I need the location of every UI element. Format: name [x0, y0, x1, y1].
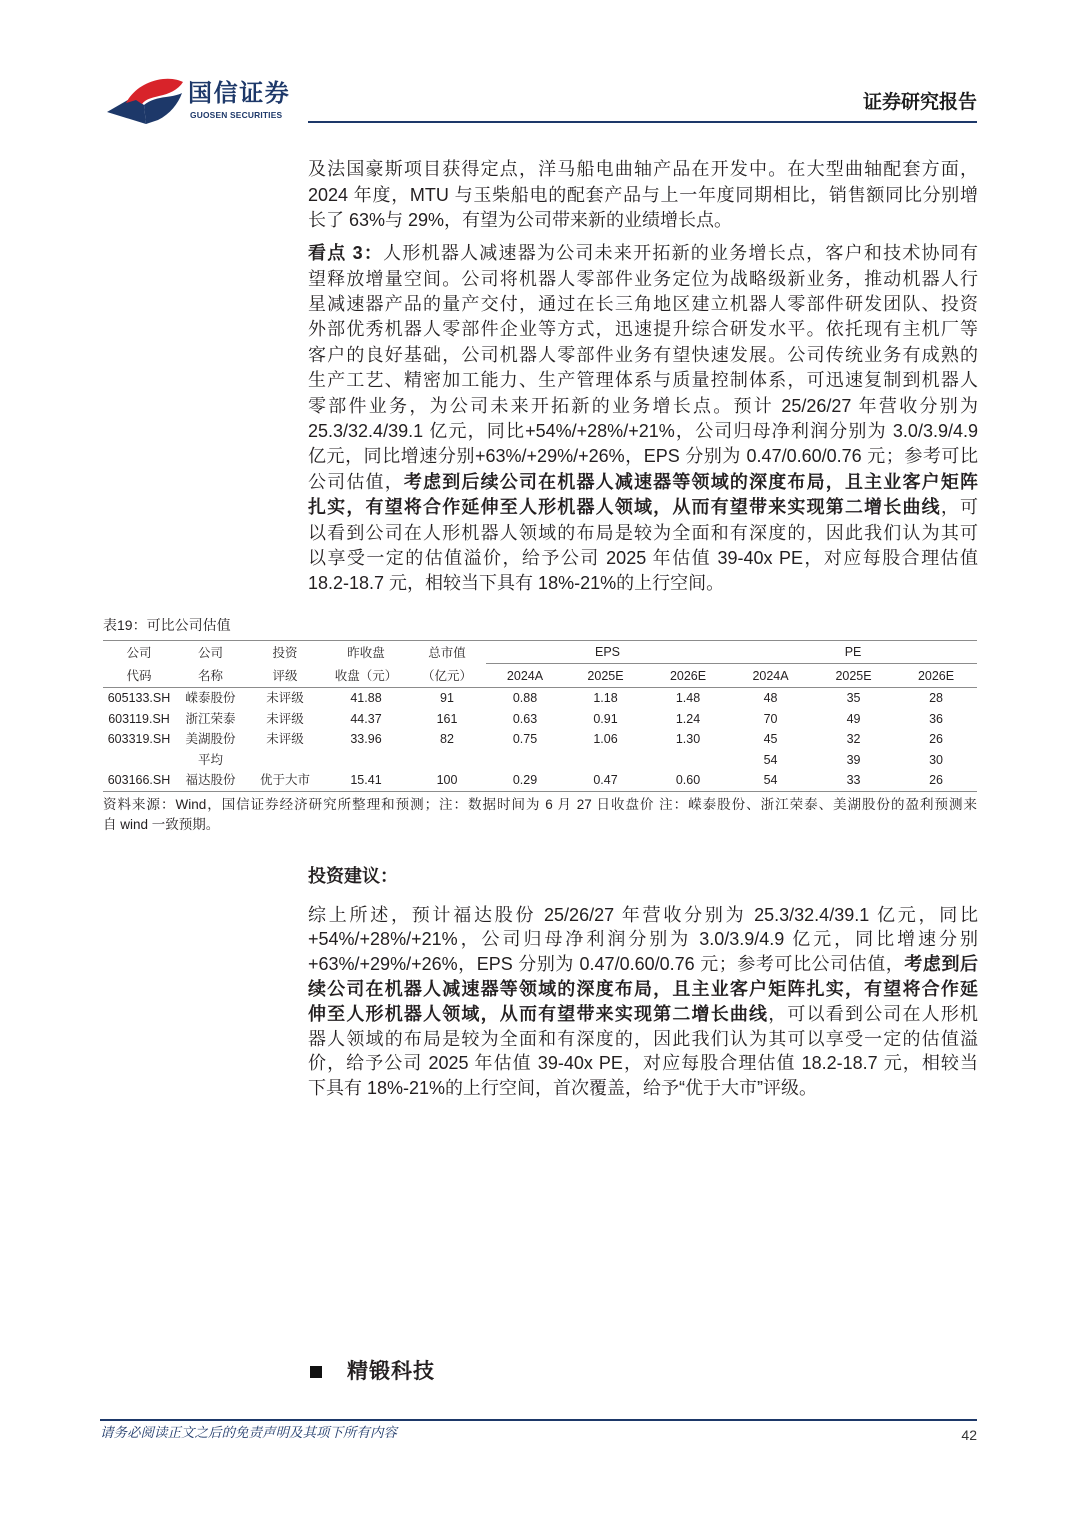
pe-2026e-cell: 26: [895, 770, 977, 791]
col-subheader-pe-2025e: 2025E: [812, 664, 895, 688]
emphasis-text: 考虑到后: [904, 954, 978, 975]
text-line: [308, 546, 978, 571]
text-line: [308, 157, 978, 182]
market-cap-cell: 161: [436, 711, 458, 726]
stock-code-cell: 605133.SH: [107, 691, 171, 705]
page-number: 42: [961, 1427, 977, 1443]
close-price-cell: 44.37: [350, 711, 382, 726]
market-cap-cell: [408, 750, 486, 771]
text-line: [308, 292, 978, 317]
table-row: [103, 729, 977, 750]
next-section-heading: [308, 1358, 435, 1386]
body-text: 长了 63%与 29%，有望为公司带来新的业绩增长点。: [308, 210, 733, 231]
text-line: [308, 444, 978, 469]
text-line: [308, 1076, 978, 1101]
rating-cell: 未评级: [266, 691, 304, 705]
body-text: 2024 年度，MTU 与玉柴船电的配套产品与上一年度同期相比，销售额同比分别增: [308, 184, 978, 205]
body-text: 生产工艺、精密加工能力、生产管理体系与质量控制体系，可迅速复制到机器人: [308, 370, 978, 391]
eps-2025e-cell: 0.91: [593, 711, 618, 726]
text-line: [308, 571, 978, 596]
next-section-title: 精锻科技: [347, 1360, 435, 1383]
guosen-logo-mark: [106, 76, 184, 126]
pe-2024a-cell: 54: [729, 770, 812, 791]
col-subheader-market-cap: （亿元）: [408, 664, 486, 688]
stock-code-cell: 603119.SH: [108, 711, 170, 726]
body-text: 综上所述，预计福达股份 25/26/27 年营收分别为 25.3/32.4/39.1 亿元，同比: [308, 904, 978, 925]
eps-2026e-cell: 1.24: [675, 711, 701, 726]
rating-cell: 未评级: [266, 711, 304, 726]
intro-paragraph: [308, 157, 978, 233]
eps-2024a-cell: 0.29: [486, 770, 564, 791]
body-text: ，可以看到公司在人形机: [768, 1003, 978, 1024]
body-text: ，可: [940, 497, 979, 518]
eps-2024a-cell: 0.75: [512, 732, 538, 746]
eps-group-header: EPS: [486, 641, 729, 664]
text-line: [308, 977, 978, 1002]
close-price-cell: 33.96: [350, 732, 382, 746]
body-text: 18.2-18.7 元，相较当下具有 18%-21%的上行空间。: [308, 573, 725, 594]
highlight-3-paragraph: [308, 241, 978, 596]
col-subheader-pe-2026e: 2026E: [895, 664, 977, 688]
logo-name-cn: 国信证券: [188, 80, 291, 107]
market-cap-cell: 82: [440, 732, 454, 746]
close-price-cell: [324, 750, 408, 771]
eps-2025e-cell: [564, 750, 647, 771]
body-text: 以看到公司在人形机器人领域的布局是较为全面和有深度的，因此我们认为其可: [308, 522, 978, 543]
pe-group-header: PE: [729, 641, 977, 664]
text-line: [308, 470, 978, 495]
pe-2026e-cell: 30: [929, 752, 943, 767]
body-text: 望释放增量空间。公司将机器人零部件业务定位为战略级新业务，推动机器人行: [308, 268, 978, 289]
eps-2024a-cell: 0.63: [512, 711, 538, 726]
table-row: [103, 750, 977, 771]
body-text: 价，给予公司 2025 年估值 39-40x PE，对应每股合理估值 18.2-18.7 元，相较当: [308, 1053, 978, 1074]
company-name-cell: 浙江荣泰: [185, 711, 236, 726]
company-name-cell: 福达股份: [175, 770, 246, 791]
pe-2026e-cell: 36: [929, 711, 943, 726]
eps-2026e-cell: 1.48: [675, 691, 701, 705]
eps-2026e-cell: [647, 750, 729, 771]
eps-2026e-cell: 0.60: [647, 770, 729, 791]
col-subheader-close-price: 收盘（元）: [324, 664, 408, 688]
text-line: [308, 952, 978, 977]
body-text: 25.3/32.4/39.1 亿元，同比+54%/+28%/+21%，公司归母净利润分别为 3.0/3.9/4.9: [308, 421, 978, 442]
pe-2024a-cell: 45: [763, 732, 778, 746]
text-line: [308, 183, 978, 208]
table-row: [103, 709, 977, 730]
pe-2024a-cell: 70: [763, 711, 778, 726]
text-line: [308, 521, 978, 546]
pe-2025e-cell: 33: [812, 770, 895, 791]
col-header-company-name: 公司: [175, 641, 246, 664]
text-line: [308, 208, 978, 233]
logo-name-en: GUOSEN SECURITIES: [190, 110, 283, 120]
body-text: 零部件业务，为公司未来开拓新的业务增长点。预计 25/26/27 年营收分别为: [308, 395, 978, 416]
text-line: [308, 419, 978, 444]
footer-disclaimer: 请务必阅读正文之后的免责声明及其项下所有内容: [100, 1425, 397, 1440]
eps-2026e-cell: 1.30: [675, 732, 701, 746]
text-line: [308, 241, 978, 266]
col-subheader-stock-code: 代码: [103, 664, 175, 688]
company-name-cell: 嵘泰股份: [185, 691, 236, 705]
stock-code-cell: 603319.SH: [107, 732, 171, 746]
body-text: +63%/+29%/+26%，EPS 分别为 0.47/0.60/0.76 元；参考可比公司估值，: [308, 954, 905, 975]
body-text: 星减速器产品的量产交付，通过在长三角地区建立机器人零部件研发团队、投资: [308, 294, 978, 315]
body-text: 公司估值，: [308, 471, 404, 492]
table-body: [103, 688, 977, 792]
eps-2024a-cell: 0.88: [512, 691, 538, 705]
table-title: 表19：可比公司估值: [103, 617, 231, 633]
body-text: 亿元，同比增速分别+63%/+29%/+26%，EPS 分别为 0.47/0.60/0.76 元；参考可比: [308, 446, 978, 467]
rating-cell: 优于大市: [246, 770, 324, 791]
report-type-label: 证券研究报告: [862, 92, 977, 113]
rating-cell: 未评级: [266, 732, 304, 746]
col-subheader-rating: 评级: [246, 664, 324, 688]
body-text: 及法国豪斯项目获得定点，洋马船电曲轴产品在开发中。在大型曲轴配套方面，: [308, 159, 978, 180]
body-text: 客户的良好基础，公司机器人零部件业务有望快速发展。公司传统业务有成熟的: [308, 344, 978, 365]
pe-2025e-cell: 35: [846, 691, 861, 705]
market-cap-cell: 100: [408, 770, 486, 791]
emphasis-text: 考虑到后续公司在机器人减速器等领域的深度布局，且主业客户矩阵: [403, 471, 979, 492]
stock-code-cell: [103, 750, 175, 771]
col-subheader-eps-2025e: 2025E: [564, 664, 647, 688]
body-text: 器人领域的布局是较为全面和有深度的，因此我们认为其可以享受一定的估值溢: [308, 1028, 978, 1049]
emphasis-text: 续公司在机器人减速器等领域的深度布局，且主业客户矩阵扎实，有望将合作延: [308, 978, 978, 999]
emphasis-text: 看点 3：: [308, 243, 384, 264]
body-text: +54%/+28%/+21%，公司归母净利润分别为 3.0/3.9/4.9 亿元，同比增速分别: [308, 929, 978, 950]
body-text: 外部优秀机器人零部件企业等方式，迅速提升综合研发水平。依托现有主机厂等: [308, 319, 978, 340]
pe-2025e-cell: 32: [846, 732, 861, 746]
emphasis-text: 伸至人形机器人领域，从而有望带来实现第二增长曲线: [308, 1003, 769, 1024]
table-row: [103, 688, 977, 709]
company-name-cell: 美湖股份: [185, 732, 236, 746]
market-cap-cell: 91: [440, 691, 454, 705]
text-line: [308, 1027, 978, 1052]
rating-cell: [246, 750, 324, 771]
close-price-cell: 41.88: [350, 691, 382, 705]
pe-2024a-cell: 48: [763, 691, 778, 705]
body-text: 以享受一定的估值溢价，给予公司 2025 年估值 39-40x PE，对应每股合理估值: [308, 547, 978, 568]
col-header-market-cap: 总市值: [408, 641, 486, 664]
col-subheader-eps-2026e: 2026E: [647, 664, 729, 688]
company-name-cell: 平均: [197, 752, 223, 767]
text-line: [308, 1051, 978, 1076]
col-subheader-eps-2024a: 2024A: [486, 664, 564, 688]
table-row: [103, 770, 977, 791]
eps-2025e-cell: 1.18: [593, 691, 618, 705]
text-line: 资料来源：Wind，国信证券经济研究所整理和预测；注：数据时间为 6 月 27 日收盘价 注：嵘泰股份、浙江荣泰、美湖股份的盈利预测来: [103, 797, 977, 812]
col-header-close-price: 昨收盘: [324, 641, 408, 664]
stock-code-cell: 603166.SH: [103, 770, 175, 791]
investment-advice-paragraph: [308, 903, 978, 1101]
text-line: [308, 343, 978, 368]
body-text: 下具有 18%-21%的上行空间，首次覆盖，给予“优于大市”评级。: [308, 1078, 818, 1099]
pe-2024a-cell: 54: [763, 752, 778, 767]
col-header-stock-code: 公司: [103, 641, 175, 664]
text-line: [308, 394, 978, 419]
table-subheader-row: [103, 664, 977, 688]
section-bullet-icon: [310, 1366, 322, 1378]
text-line: [308, 927, 978, 952]
body-text: 人形机器人减速器为公司未来开拓新的业务增长点，客户和技术协同有: [383, 243, 978, 264]
comparable-valuation-table: [103, 640, 977, 792]
header-divider: [308, 121, 977, 123]
table-header-row: [103, 641, 977, 664]
pe-2026e-cell: 26: [929, 732, 943, 746]
pe-2026e-cell: 28: [929, 691, 943, 705]
pe-2025e-cell: 39: [846, 752, 861, 767]
text-line: [308, 368, 978, 393]
pe-2025e-cell: 49: [846, 711, 861, 726]
eps-2025e-cell: 1.06: [593, 732, 618, 746]
close-price-cell: 15.41: [324, 770, 408, 791]
text-line: [308, 903, 978, 928]
footer-divider: [100, 1419, 977, 1421]
eps-2024a-cell: [486, 750, 564, 771]
investment-advice-heading: 投资建议：: [308, 866, 398, 886]
col-header-rating: 投资: [246, 641, 324, 664]
text-line: [308, 317, 978, 342]
col-subheader-company-name: 名称: [175, 664, 246, 688]
text-line: [308, 267, 978, 292]
col-subheader-pe-2024a: 2024A: [729, 664, 812, 688]
text-line: [308, 1002, 978, 1027]
emphasis-text: 扎实，有望将合作延伸至人形机器人领域，从而有望带来实现第二增长曲线: [308, 497, 941, 518]
text-line: 自 wind 一致预期。: [103, 817, 220, 832]
text-line: [308, 495, 978, 520]
eps-2025e-cell: 0.47: [564, 770, 647, 791]
table-source-note: [103, 795, 977, 835]
